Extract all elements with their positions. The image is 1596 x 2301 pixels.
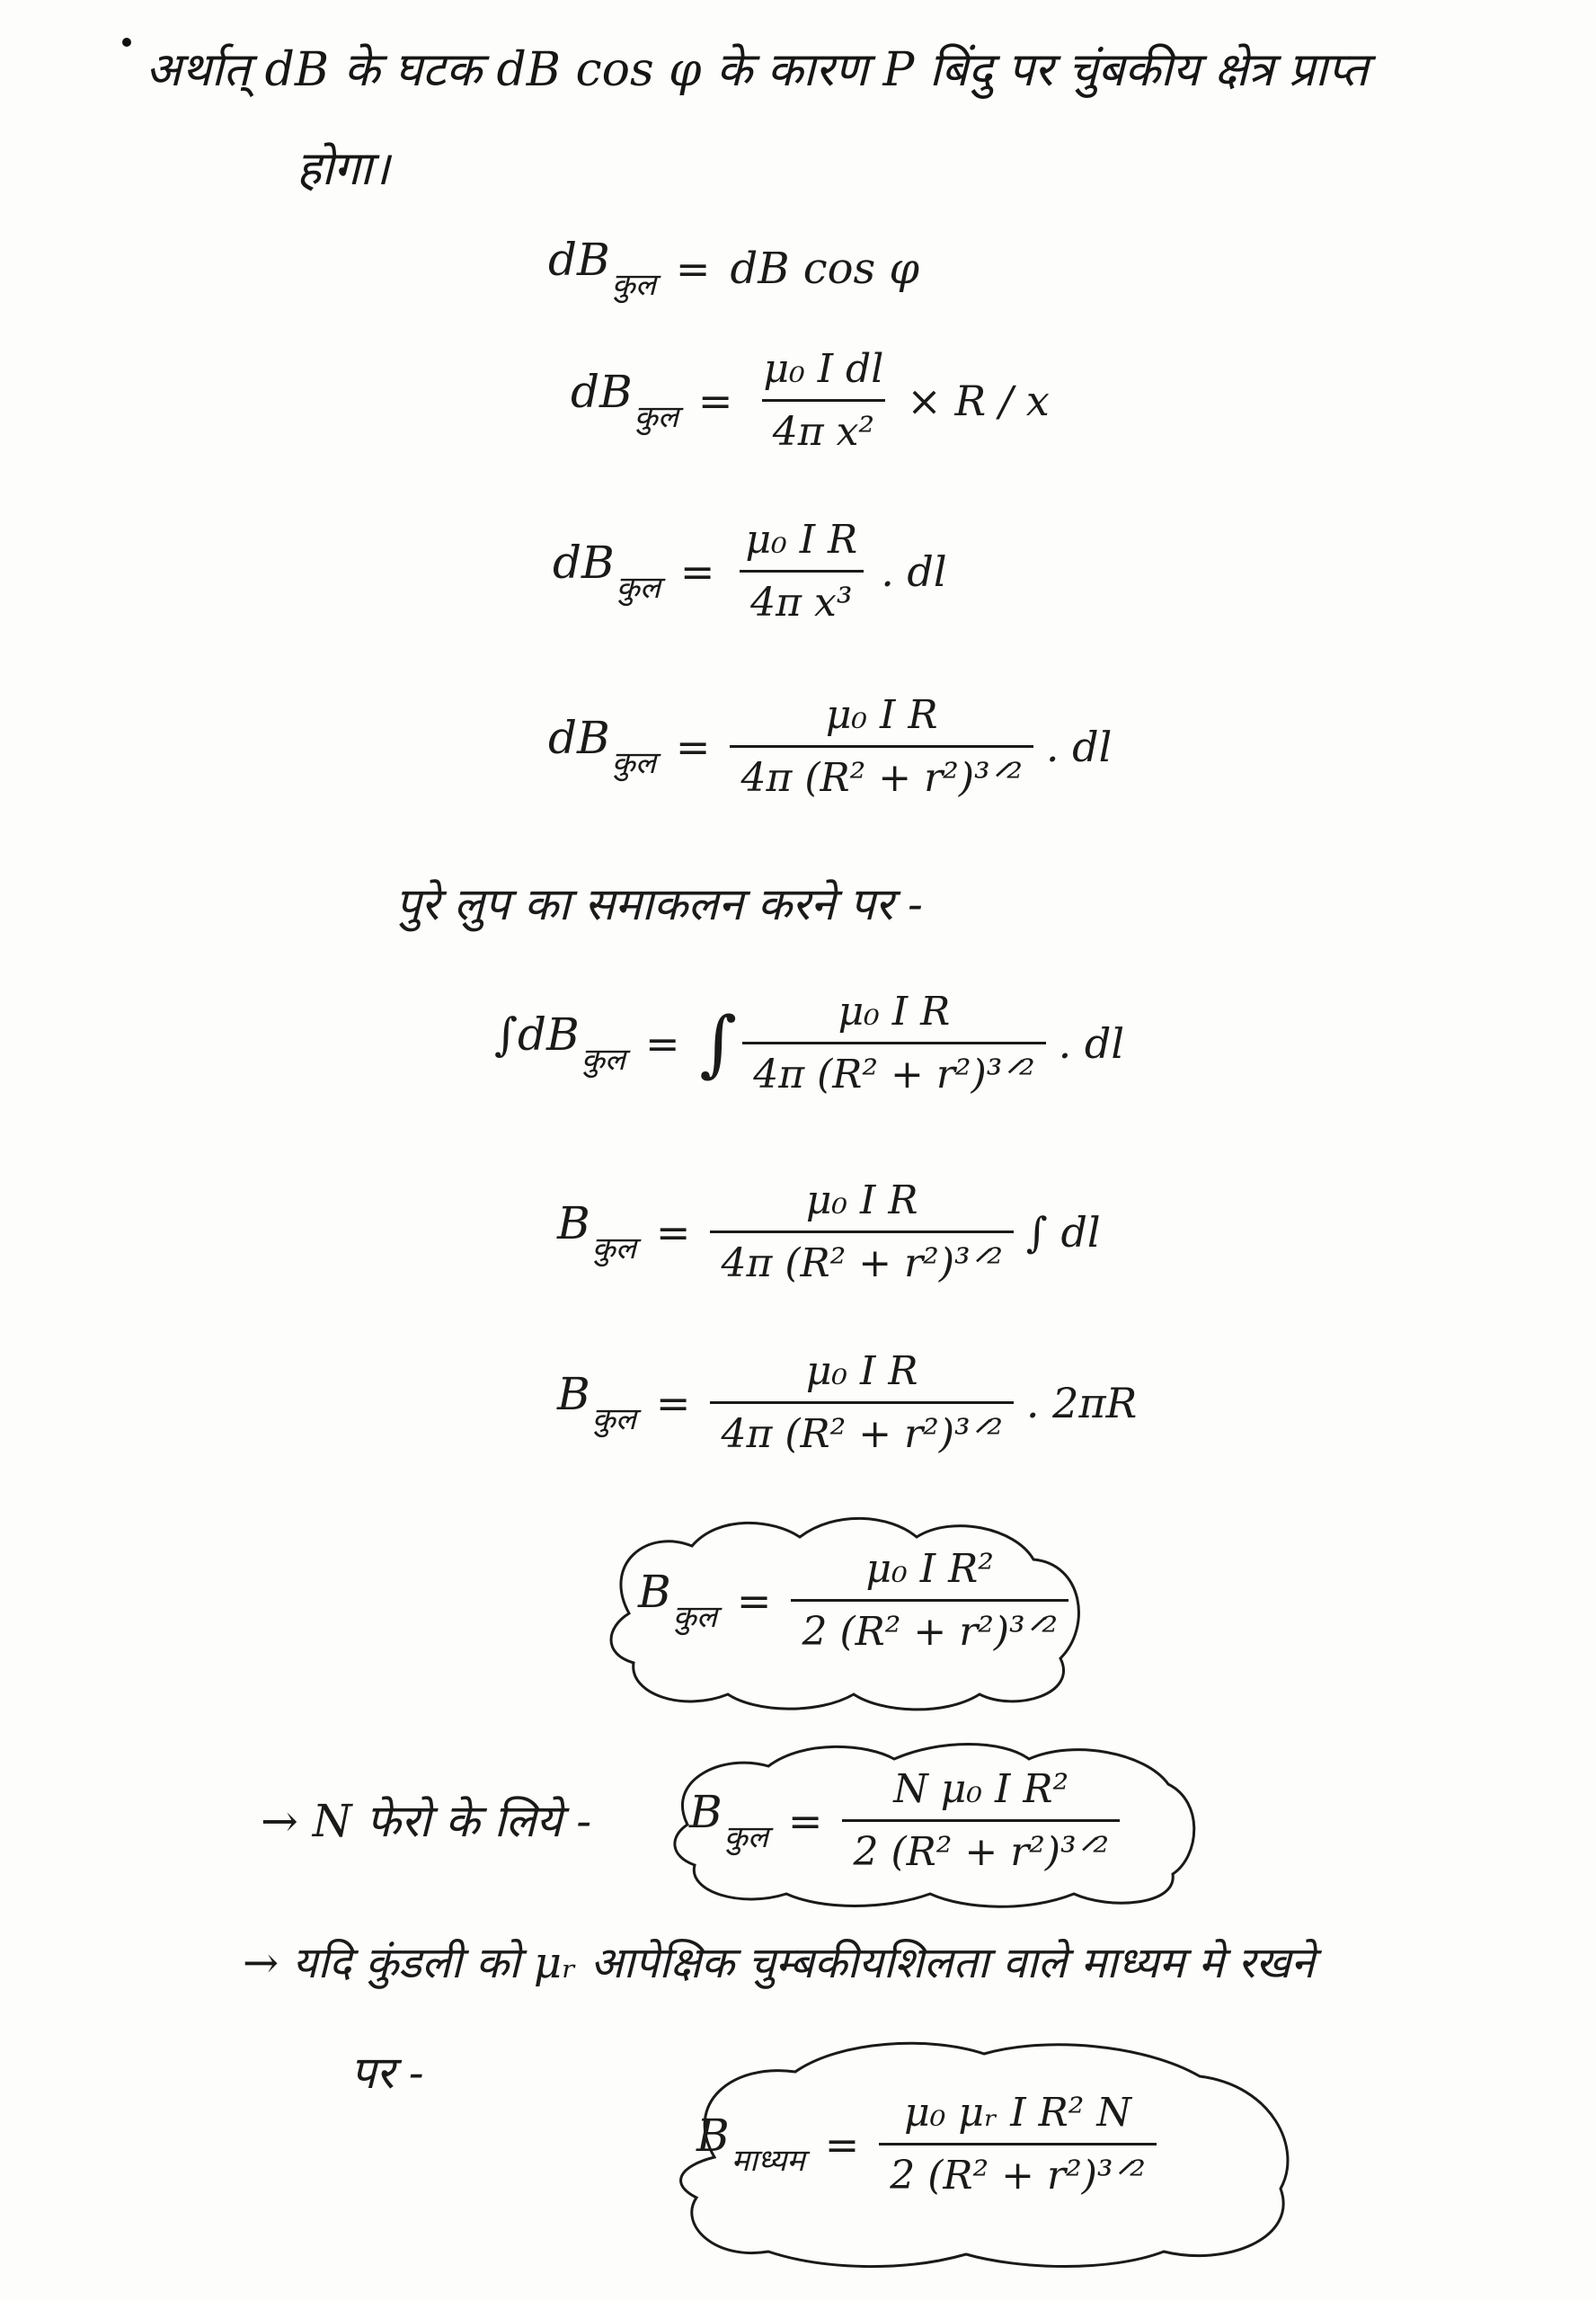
medium-cloud [661, 2031, 1308, 2274]
fraction [742, 989, 1045, 1097]
lhs-subscript: कुल [616, 569, 661, 606]
lhs-subscript: माध्यम [731, 2142, 805, 2179]
trailing-factor: ∫ dl [1025, 1207, 1101, 1257]
numerator: μ₀ I dl [763, 346, 884, 392]
numerator: μ₀ I R [805, 1177, 918, 1223]
integral-sign: ∫ [699, 1000, 738, 1085]
numerator: μ₀ μᵣ I R² N [904, 2090, 1131, 2136]
fraction [752, 346, 894, 455]
numerator: μ₀ I R [745, 517, 858, 563]
lhs-subscript: कुल [611, 267, 656, 303]
lhs-symbol: dB [548, 711, 610, 764]
denominator: 4π x³ [740, 570, 863, 626]
denominator: 2 (R² + r²)³ᐟ² [842, 1819, 1120, 1875]
fraction [734, 517, 868, 626]
equals-sign: = [655, 1378, 691, 1427]
lhs-subscript: कुल [611, 744, 656, 781]
intro-line-2: होगा। [297, 142, 390, 196]
lhs-symbol: dB [553, 536, 615, 589]
n-turns-equation [689, 1766, 1120, 1875]
lhs-symbol: B [557, 1196, 590, 1249]
equation-step-2 [571, 346, 1050, 455]
equals-sign: = [644, 1018, 680, 1068]
fraction [730, 692, 1033, 801]
lhs-symbol: dB [548, 234, 610, 286]
n-turns-label: → N फेरो के लिये - [261, 1795, 592, 1847]
numerator: μ₀ I R [825, 692, 938, 738]
denominator: 4π (R² + r²)³ᐟ² [730, 745, 1033, 801]
medium-text-line-1: → यदि कुंडली को μᵣ आपेक्षिक चुम्बकीयशिलता वाले माध्यम मे रखने [243, 1938, 1315, 1988]
intro-line-1: अर्थात् dB के घटक dB cos φ के कारण P बिंदु पर चुंबकीय क्षेत्र प्राप्त [146, 43, 1369, 97]
fraction [710, 1348, 1013, 1457]
equals-sign: = [679, 546, 715, 596]
denominator: 2 (R² + r²)³ᐟ² [791, 1599, 1068, 1655]
fraction [842, 1766, 1120, 1875]
result-equation [638, 1546, 1068, 1655]
integral-step-1 [494, 989, 1124, 1097]
lhs-subscript: कुल [591, 1400, 636, 1437]
equation-step-4 [548, 692, 1112, 801]
denominator: 4π (R² + r²)³ᐟ² [710, 1230, 1013, 1286]
denominator: 2 (R² + r²)³ᐟ² [879, 2143, 1157, 2199]
lhs-symbol: B [689, 1785, 723, 1838]
lhs-symbol: B [638, 1565, 671, 1618]
numerator: N μ₀ I R² [893, 1766, 1069, 1812]
lhs-subscript: कुल [591, 1230, 636, 1266]
numerator: μ₀ I R² [865, 1546, 994, 1592]
lhs-subscript: कुल [723, 1818, 768, 1855]
trailing-factor: . dl [1045, 722, 1113, 771]
equals-sign: = [736, 1576, 772, 1625]
equals-sign: = [697, 376, 733, 425]
equals-sign: = [675, 722, 711, 771]
denominator: 4π (R² + r²)³ᐟ² [710, 1401, 1013, 1457]
trailing-factor: . 2πR [1025, 1378, 1138, 1427]
equals-sign: = [675, 244, 711, 293]
integral-step-3 [557, 1348, 1137, 1457]
equation-step-3 [553, 517, 947, 626]
result-cloud [593, 1510, 1096, 1717]
integration-text: पुरे लुप का समाकलन करने पर - [395, 878, 923, 930]
equation-step-1 [548, 234, 919, 304]
lhs-subscript: कुल [672, 1598, 717, 1635]
n-turns-cloud [661, 1739, 1209, 1910]
trailing-factor: . dl [881, 546, 947, 596]
rhs-expression: dB cos φ [730, 244, 920, 294]
lhs-symbol: B [557, 1367, 590, 1420]
denominator: 4π (R² + r²)³ᐟ² [742, 1042, 1045, 1097]
numerator: μ₀ I R [805, 1348, 918, 1394]
lhs-subscript: कुल [634, 398, 678, 435]
medium-equation [696, 2090, 1157, 2199]
equals-sign: = [824, 2119, 860, 2169]
fraction [879, 2090, 1157, 2199]
trailing-factor: × R / x [907, 376, 1050, 425]
denominator: 4π x² [762, 399, 885, 455]
lhs-subscript: कुल [581, 1041, 625, 1078]
equals-sign: = [787, 1796, 823, 1845]
equals-sign: = [655, 1207, 691, 1257]
lhs-symbol: ∫dB [494, 1008, 580, 1061]
lhs-symbol: dB [571, 365, 633, 418]
numerator: μ₀ I R [838, 989, 951, 1035]
medium-text-line-2: पर - [350, 2047, 424, 2099]
fraction [710, 1177, 1013, 1286]
bullet-dot [122, 38, 131, 47]
trailing-factor: . dl [1058, 1018, 1125, 1068]
integral-step-2 [557, 1177, 1101, 1286]
fraction [791, 1546, 1068, 1655]
lhs-symbol: B [696, 2109, 730, 2162]
